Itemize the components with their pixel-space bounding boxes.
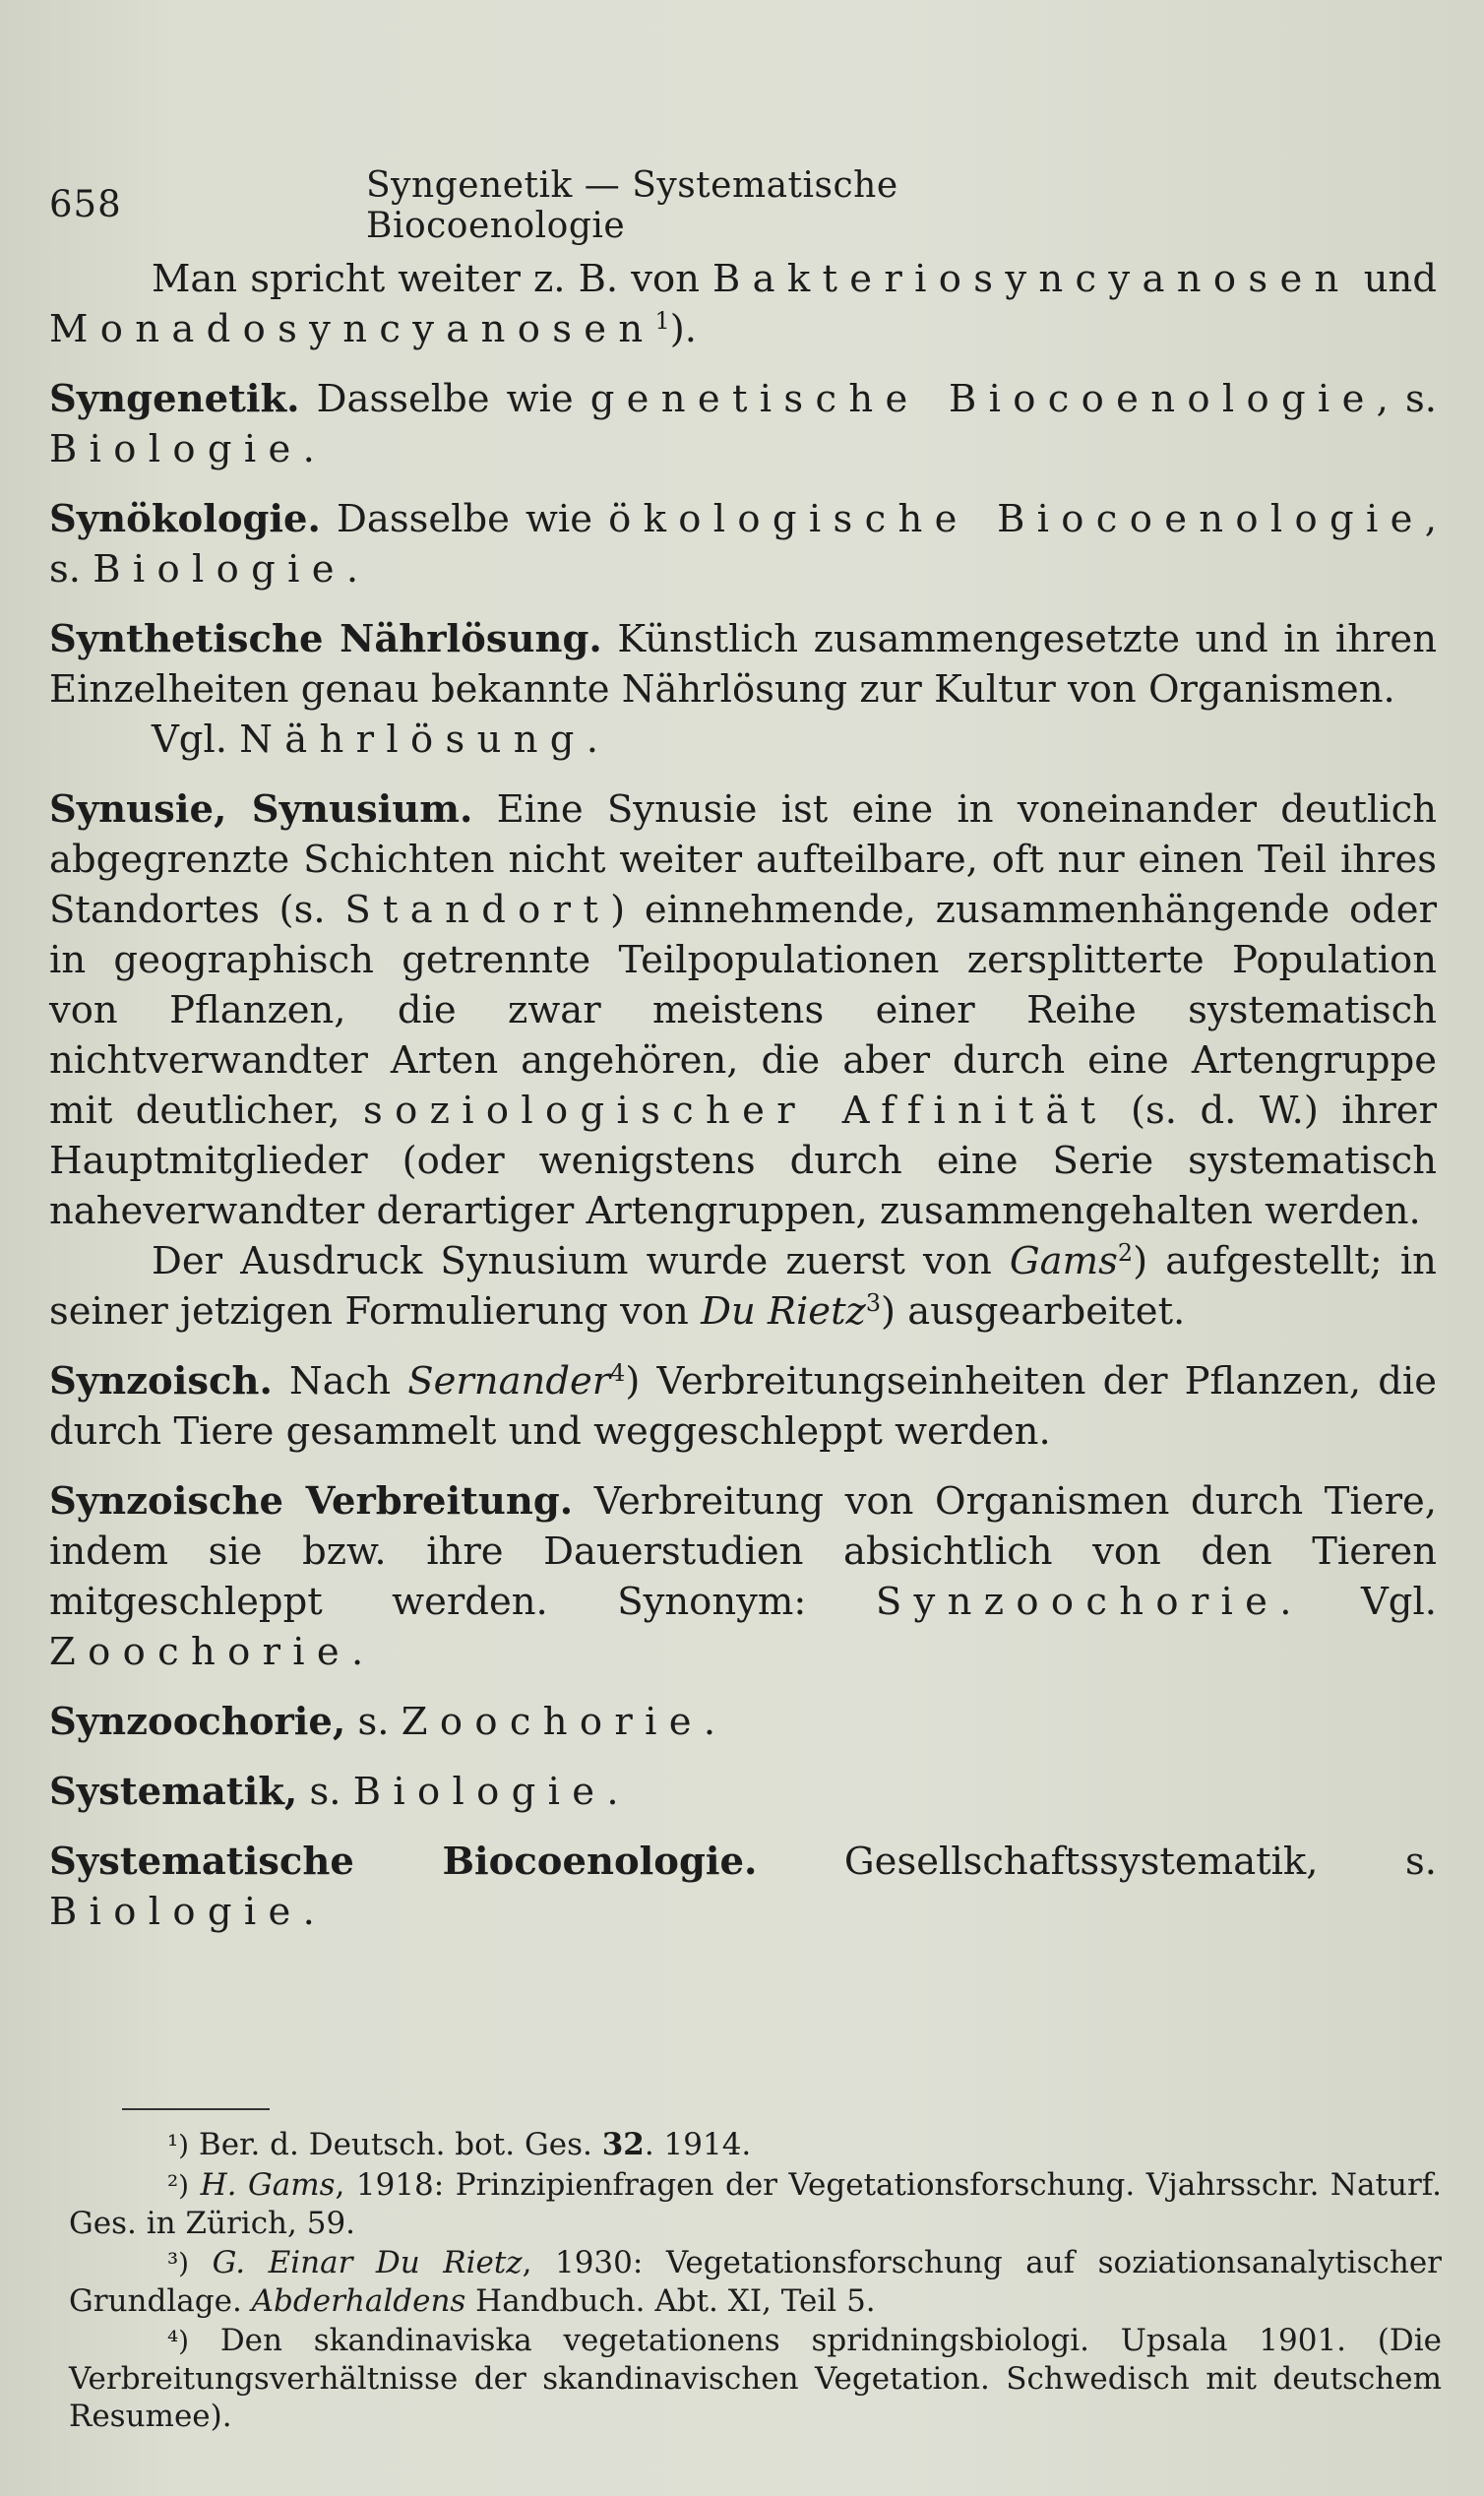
paragraph xyxy=(49,254,1437,354)
spaced-term: Biologie xyxy=(49,1890,303,1934)
footnote-ref: 2 xyxy=(1117,1238,1134,1267)
spaced-term: Monadosyncyanosen xyxy=(49,307,655,351)
text: Handbuch. Abt. XI, Teil 5. xyxy=(465,2283,876,2319)
paragraph xyxy=(49,1837,1437,1937)
text: Man spricht weiter z. B. von xyxy=(152,257,712,301)
text: , 1930: Vegetationsforschung auf soziationsanalytischer Grundlage. xyxy=(69,2245,1442,2319)
text: . Vgl. xyxy=(1279,1580,1438,1624)
paragraph xyxy=(49,494,1437,594)
paragraph xyxy=(49,1697,1437,1747)
entry-term: Synökologie. xyxy=(49,497,321,541)
author-name: G. Einar Du Rietz xyxy=(212,2245,523,2280)
text: ) einnehmende, zusammenhängende oder in geographisch getrennte Teilpopulationen zersplitterte Population von Pflanzen, die zwar meistens einer Reihe systematisch nichtverwandter Arten angehören, die aber durch eine Artengruppe mit deutlicher, xyxy=(49,888,1437,1133)
footnote-1 xyxy=(69,2126,1442,2164)
text: . xyxy=(586,718,599,762)
paragraph xyxy=(49,374,1437,474)
text: s. xyxy=(345,1700,402,1744)
paragraph xyxy=(49,784,1437,1236)
text: . xyxy=(345,547,359,592)
spaced-term: genetische Biocoenologie xyxy=(589,377,1377,421)
footnote-mark: ²) xyxy=(167,2169,190,2202)
text: Ber. d. Deutsch. bot. Ges. xyxy=(189,2127,602,2162)
text: ). xyxy=(669,307,697,351)
text: , s. xyxy=(1376,377,1437,421)
entry-syngenetik xyxy=(49,374,1437,474)
paragraph xyxy=(49,1236,1437,1337)
spaced-term: Nährlösung xyxy=(239,718,587,762)
entry-term: Systematische Biocoenologie. xyxy=(49,1840,758,1884)
paragraph xyxy=(49,1476,1437,1677)
paragraph xyxy=(49,1356,1437,1457)
author-name: Abderhaldens xyxy=(251,2283,466,2319)
entry-systematik xyxy=(49,1767,1437,1817)
entry-term: Synthetische Nährlösung. xyxy=(49,617,602,661)
spaced-term: Biologie xyxy=(93,547,346,592)
paragraph xyxy=(49,614,1437,715)
text: Nach xyxy=(272,1359,408,1404)
entry-term: Synzoisch. xyxy=(49,1359,273,1404)
text: Der Ausdruck Synusium wurde zuerst von xyxy=(152,1239,1010,1283)
footnote-mark: ¹) xyxy=(167,2129,190,2161)
entry-term: Synzoische Verbreitung. xyxy=(49,1479,574,1524)
footnote-ref: 1 xyxy=(654,306,670,335)
spaced-term: soziologischer Affinität xyxy=(363,1089,1108,1133)
page-header xyxy=(49,165,1132,246)
paragraph xyxy=(49,715,1437,765)
author-name: Sernander xyxy=(407,1359,611,1404)
text: Eine Synusie ist eine in voneinander deutlich abgegrenzte Schichten nicht weiter aufteilbare, oft nur einen Teil ihres Standortes (s. xyxy=(49,787,1437,932)
text: . xyxy=(606,1770,619,1814)
footnote-divider xyxy=(122,2108,270,2110)
volume-number: 32 xyxy=(601,2127,645,2162)
text xyxy=(189,2167,201,2203)
entry-synzoochorie xyxy=(49,1697,1437,1747)
spaced-term: Biologie xyxy=(49,427,303,471)
text: ) ausgearbeitet. xyxy=(881,1289,1186,1334)
footnote-2 xyxy=(69,2166,1442,2242)
text: Gesellschaftssystematik, s. xyxy=(757,1840,1438,1884)
spaced-term: Bakteriosyncyanosen xyxy=(711,257,1351,301)
text: Dasselbe wie xyxy=(299,377,590,421)
text: . xyxy=(703,1700,716,1744)
entry-synzoisch xyxy=(49,1356,1437,1457)
entry-systematische-biocoenologie xyxy=(49,1837,1437,1937)
text: Künstlich zusammengesetzte und in ihren Einzelheiten genau bekannte Nährlösung zur Kultur von Organismen. xyxy=(49,617,1437,712)
footnote-mark: ⁴) xyxy=(167,2325,190,2357)
page-number: 658 xyxy=(49,183,122,225)
paragraph xyxy=(49,1767,1437,1817)
entry-term: Syngenetik. xyxy=(49,377,300,421)
text: . xyxy=(302,427,315,471)
footnotes xyxy=(69,2126,1442,2437)
running-title: Syngenetik — Systematische Biocoenologie xyxy=(366,165,898,246)
text: , s. xyxy=(49,497,1437,592)
text: s. xyxy=(297,1770,353,1814)
author-name: H. Gams xyxy=(200,2167,336,2203)
spaced-term: Standort xyxy=(344,888,611,932)
entry-term: Synusie, Synusium. xyxy=(49,787,473,832)
text: und xyxy=(1350,257,1437,301)
spaced-term: Zoochorie xyxy=(401,1700,704,1744)
footnote-4 xyxy=(69,2322,1442,2435)
footnote-3 xyxy=(69,2244,1442,2320)
author-name: Gams xyxy=(1009,1239,1118,1283)
text: ) Verbreitungseinheiten der Pflanzen, die durch Tiere gesammelt und weggeschleppt werden. xyxy=(49,1359,1437,1454)
footnote-mark: ³) xyxy=(167,2247,190,2279)
spaced-term: ökologische Biocoenologie xyxy=(608,497,1425,541)
text: Dasselbe wie xyxy=(320,497,609,541)
text: . xyxy=(302,1890,315,1934)
text: . xyxy=(351,1630,364,1674)
entry-continuation xyxy=(49,254,1437,354)
spaced-term: Zoochorie xyxy=(49,1630,352,1674)
entry-synusie xyxy=(49,784,1437,1337)
spaced-term: Synzoochorie xyxy=(875,1580,1280,1624)
text: Vgl. xyxy=(152,718,240,762)
text: , 1918: Prinzipienfragen der Vegetationsforschung. Vjahrsschr. Naturf. Ges. in Zürich, 59. xyxy=(69,2167,1442,2241)
spaced-term: Biologie xyxy=(352,1770,607,1814)
entry-synthetische-naehrloesung xyxy=(49,614,1437,765)
text: (s. d. W.) ihrer Hauptmitglieder (oder wenigstens durch eine Serie systematisch naheverwandter derartiger Artengruppen, zusammengehalten werden. xyxy=(49,1089,1437,1233)
text: . 1914. xyxy=(644,2127,752,2162)
entry-term: Synzoochorie, xyxy=(49,1700,346,1744)
entry-synoekologie xyxy=(49,494,1437,594)
text: Den skandinaviska vegetationens spridningsbiologi. Upsala 1901. (Die Verbreitungsverhältnisse der skandinavischen Vegetation. Schwedisch mit deutschem Resumee). xyxy=(69,2323,1442,2434)
entry-term: Systematik, xyxy=(49,1770,298,1814)
footnote-ref: 4 xyxy=(610,1358,626,1387)
entry-synzoische-verbreitung xyxy=(49,1476,1437,1677)
page-body xyxy=(49,254,1437,1957)
text xyxy=(189,2245,213,2280)
footnote-ref: 3 xyxy=(865,1288,882,1317)
text: ) aufgestellt; in seiner jetzigen Formulierung von xyxy=(49,1239,1437,1334)
text: Verbreitung von Organismen durch Tiere, indem sie bzw. ihre Dauerstudien absichtlich von den Tieren mitgeschleppt werden. Synonym: xyxy=(49,1479,1437,1624)
author-name: Du Rietz xyxy=(701,1289,866,1334)
